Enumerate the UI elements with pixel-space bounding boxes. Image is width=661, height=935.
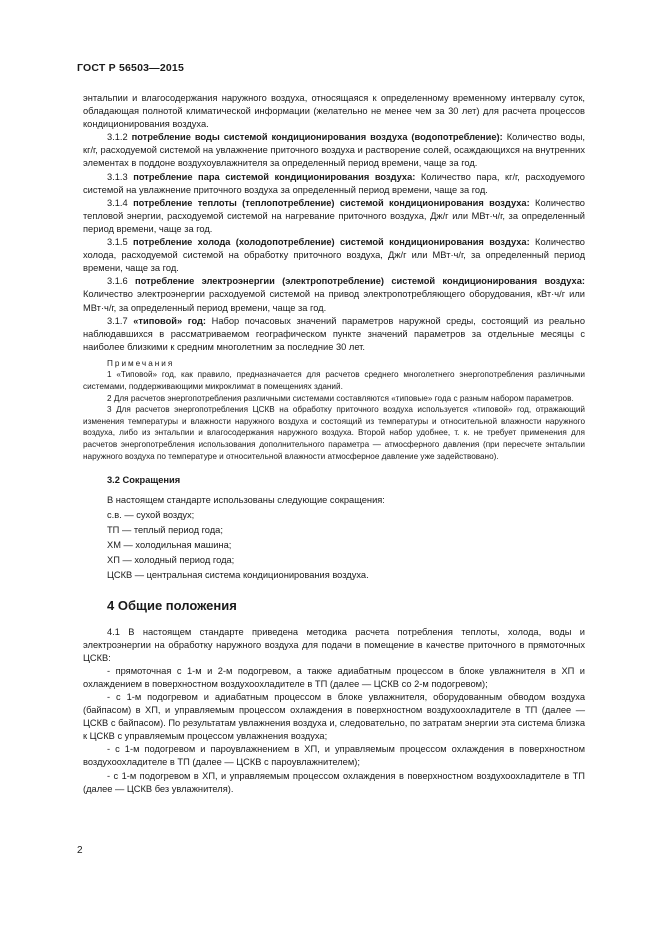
abbreviations-intro: В настоящем стандарте использованы следующие сокращения: — [107, 495, 385, 506]
definition-number: 3.1.7 — [107, 315, 128, 326]
abbreviation-item: ЦСКВ — центральная система кондиционирования воздуха. — [107, 570, 369, 581]
section-4-paragraph: 4.1 В настоящем стандарте приведена методика расчета потребления теплоты, холода, воды и электроэнергии на обработку наружного воздуха для подачи в помещение в качестве приточного в прямоточных ЦСКВ: — [83, 626, 585, 663]
note-item: 3 Для расчетов энергопотребления ЦСКВ на обработку приточного воздуха используется «типовой» год, отражающий изменения температуры и влажности наружного воздуха и состоящий из температуры и относительной влажности наружного воздуха, либо из энтальпии и влагосодержания наружного воздуха. Второй набор удобнее, т. к. не требует применения для расчетов энергопотребления использования дополнительного параметра — атмосферного давления (при пересчете энтальпии наружного воздуха по температуре и относительной влажности атмосферное давление уже задействовано). — [83, 405, 585, 461]
definition-term: потребление электроэнергии (электропотребление) системой кондиционирования воздуха: — [135, 276, 585, 287]
abbreviation-item: ХМ — холодильная машина; — [107, 540, 232, 551]
definition-term: потребление воды системой кондиционирования воздуха (водопотребление): — [131, 132, 503, 143]
definition-number: 3.1.2 — [107, 132, 128, 143]
note-item: 1 «Типовой» год, как правило, предназначается для расчетов среднего многолетнего энергопотребления различными системами, поддерживающими микроклимат в помещениях зданий. — [83, 370, 585, 392]
intro-paragraph: энтальпии и влагосодержания наружного воздуха, относящаяся к определенному временному интервалу суток, обладающая полнотой климатической информации (желательно не менее чем за 30 лет) для расчета процессов кондиционирования воздуха. — [83, 93, 585, 130]
definition-term: «типовой» год: — [133, 315, 207, 326]
section-4-heading: 4 Общие положения — [107, 598, 237, 614]
page-content — [83, 92, 585, 796]
definition-number: 3.1.6 — [107, 276, 128, 287]
definition-3-1-2 — [83, 131, 585, 170]
definition-text: Количество воды, кг/г, расходуемой системой на увлажнение приточного воздуха и растворение солей, осаждающихся на внутренних элементах в поддоне воздухоувлажнителя за определенный период времени, чаще за год. — [83, 132, 586, 169]
notes-title: Примечания — [107, 358, 175, 368]
definition-3-1-4 — [83, 197, 585, 236]
section-4-list-item: - прямоточная с 1-м и 2-м подогревом, а также адиабатным процессом в блоке увлажнителя в ХП и охлаждением в поверхностном воздухоохладителе в ТП (далее — ЦСКВ со 2-м подогревом); — [83, 665, 585, 689]
definition-text: Количество пара, кг/г, расходуемого системой на увлажнение приточного воздуха за определенный период времени, чаще за год. — [83, 171, 585, 195]
abbreviation-item: ХП — холодный период года; — [107, 555, 235, 566]
definition-text: Количество электроэнергии расходуемой системой на привод электропотребляющего оборудования, кВт·ч/г или МВт·ч/г, за определенный период времени, чаще за год. — [83, 289, 585, 313]
definition-number: 3.1.4 — [107, 197, 128, 208]
definition-term: потребление теплоты (теплопотребление) системой кондиционирования воздуха: — [133, 197, 530, 208]
definition-text: Количество тепловой энергии, расходуемой системой на нагревание приточного воздуха, Дж/г или МВт·ч/г, за определенный период времени, чаще за год. — [83, 197, 585, 234]
abbreviation-item: с.в. — сухой воздух; — [107, 510, 195, 521]
section-4-list-item: - с 1-м подогревом в ХП, и управляемым процессом охлаждения в поверхностном воздухоохладителе в ТП (далее — ЦСКВ без увлажнителя). — [83, 770, 585, 794]
definition-3-1-7 — [83, 315, 585, 354]
section-4-list-item: - с 1-м подогревом и адиабатным процессом в блоке увлажнителя, оборудованным обводом воздуха (байпасом) в ХП, и управляемым процессом охлаждения в поверхностном воздухоохладителе в ТП (далее — ЦСКВ с байпасом). По результатам увлажнения воздуха и, следовательно, по затратам энергии эта система близка к ЦСКВ с управляемым процессом увлажнения воздуха; — [83, 691, 585, 742]
definition-text: Набор почасовых значений параметров наружной среды, состоящий из реально наблюдавшихся в рассматриваемом географическом пункте значений параметров за отдельные месяцы с наиболее близкими к средним многолетним за последние 30 лет. — [83, 315, 585, 352]
notes-block — [83, 358, 585, 462]
definition-3-1-5 — [83, 236, 585, 275]
abbreviations-heading: 3.2 Сокращения — [107, 475, 181, 486]
definition-3-1-3 — [83, 171, 585, 197]
abbreviation-item: ТП — теплый период года; — [107, 525, 223, 536]
page-number: 2 — [77, 845, 83, 856]
definition-term: потребление холода (холодопотребление) системой кондиционирования воздуха: — [133, 237, 530, 248]
document-header: ГОСТ Р 56503—2015 — [77, 62, 185, 74]
definition-text: Количество холода, расходуемой системой на обработку приточного воздуха, Дж/г или МВт·ч/г, за определенный период времени, чаще за год. — [83, 237, 585, 274]
definition-3-1-6 — [83, 275, 585, 314]
definition-number: 3.1.5 — [107, 237, 128, 248]
definition-number: 3.1.3 — [107, 171, 128, 182]
definition-term: потребление пара системой кондиционирования воздуха: — [133, 171, 416, 182]
section-4-list-item: - с 1-м подогревом и пароувлажнением в ХП, и управляемым процессом охлаждения в поверхностном воздухоохладителе в ТП (далее — ЦСКВ с пароувлажнителем); — [83, 744, 585, 768]
note-item: 2 Для расчетов энергопотребления различными системами составляются «типовые» года с разным набором параметров. — [107, 393, 574, 403]
